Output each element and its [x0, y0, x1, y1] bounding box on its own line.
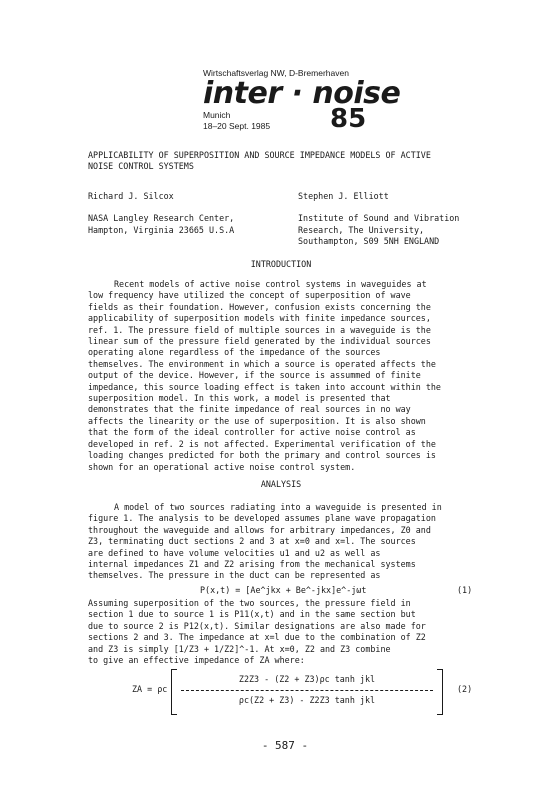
- text-line: linear sum of the pressure field generated by the individual sources: [88, 336, 431, 347]
- conference-location: [203, 104, 373, 138]
- publisher-line: Wirtschaftsverlag NW, D-Bremerhaven: [203, 68, 349, 78]
- text-line: demonstrates that the finite impedance of real sources in no way: [88, 404, 411, 415]
- section-heading-analysis: ANALYSIS: [260, 479, 302, 489]
- conference-city: Munich: [203, 110, 231, 120]
- equation-2-lhs: ZA = ρc: [132, 684, 168, 694]
- fraction-bar: [181, 690, 433, 691]
- analysis-body-b: [88, 598, 476, 666]
- author-name: Stephen J. Elliott: [298, 191, 389, 201]
- introduction-body: [88, 279, 476, 473]
- text-line: are defined to have volume velocities u1 and u2 as well as: [88, 547, 381, 558]
- text-line: output of the device. However, if the source is assummed of finite: [88, 370, 421, 381]
- equation-1-number: (1): [457, 585, 473, 595]
- analysis-body-a: [88, 502, 476, 582]
- title-line: NOISE CONTROL SYSTEMS: [88, 161, 194, 172]
- text-line: loading changes predicted for both the primary and control sources is: [88, 450, 436, 461]
- paper-title: [88, 150, 488, 173]
- text-line: to give an effective impedance of ZA where:: [88, 655, 305, 666]
- text-line: operating alone regardless of the impedance of the sources: [88, 347, 381, 358]
- page-number: - 587 -: [261, 739, 309, 752]
- text-line: due to source 2 is P12(x,t). Similar designations are also made for: [88, 620, 426, 631]
- conference-dates: 18–20 Sept. 1985: [203, 121, 271, 131]
- text-line: low frequency have utilized the concept of superposition of wave: [88, 290, 411, 301]
- text-line: and Z3 is simply [1/Z3 + 1/Z2]^-1. At x=0, Z2 and Z3 combine: [88, 643, 391, 654]
- text-line: themselves. The pressure in the duct can be represented as: [88, 570, 381, 581]
- text-line: fields as their foundation. However, confusion exists concerning the: [88, 301, 431, 312]
- text-line: affects the linearity or the use of superposition. It is also shown: [88, 415, 426, 426]
- author-name: Richard J. Silcox: [88, 191, 174, 201]
- text-line: throughout the waveguide and allows for arbitrary impedances, Z0 and: [88, 524, 431, 535]
- text-line: sections 2 and 3. The impedance at x=l due to the combination of Z2: [88, 632, 426, 643]
- text-line: shown for an operational active noise control system.: [88, 461, 356, 472]
- author-affiliation: Southampton, S09 5NH ENGLAND: [298, 236, 440, 247]
- text-line: themselves. The environment in which a source is operated affects the: [88, 358, 436, 369]
- author-affiliation: Hampton, Virginia 23665 U.S.A: [88, 224, 235, 235]
- text-line: ref. 1. The pressure field of multiple sources in a waveguide is the: [88, 324, 431, 335]
- text-line: applicability of superposition models with finite impedance sources,: [88, 313, 431, 324]
- text-line: A model of two sources radiating into a waveguide is presented in: [114, 502, 442, 512]
- left-bracket: [171, 669, 177, 715]
- section-heading-introduction: INTRODUCTION: [250, 259, 312, 269]
- text-line: Assuming superposition of the two sources, the pressure field in: [88, 598, 411, 608]
- text-line: impedance, this source loading effect is taken into account within the: [88, 381, 441, 392]
- author-elliott: [298, 191, 498, 248]
- title-line: APPLICABILITY OF SUPERPOSITION AND SOURCE IMPEDANCE MODELS OF ACTIVE: [88, 150, 431, 160]
- conference-logo: inter · noise: [203, 76, 401, 111]
- author-affiliation: NASA Langley Research Center,: [88, 213, 235, 224]
- equation-2-number: (2): [457, 684, 473, 694]
- text-line: section 1 due to source 1 is P11(x,t) and in the same section but: [88, 609, 416, 620]
- text-line: that the form of the ideal controller for active noise control as: [88, 427, 416, 438]
- text-line: Z3, terminating duct sections 2 and 3 at x=0 and x=l. The sources: [88, 536, 416, 547]
- text-line: internal impedances Z1 and Z2 arising from the mechanical systems: [88, 559, 416, 570]
- author-silcox: [88, 191, 278, 236]
- text-line: Recent models of active noise control systems in waveguides at: [114, 279, 427, 289]
- text-line: developed in ref. 2 is not affected. Experimental verification of the: [88, 438, 436, 449]
- text-line: superposition model. In this work, a model is presented that: [88, 393, 391, 404]
- equation-1: P(x,t) = [Ae^jkx + Be^-jkx]e^-jωt: [200, 585, 367, 595]
- conference-year: 85: [330, 104, 367, 134]
- author-affiliation: Institute of Sound and Vibration: [298, 213, 460, 224]
- author-affiliation: Research, The University,: [298, 224, 425, 235]
- equation-2-numerator: Z2Z3 - (Z2 + Z3)ρc tanh jkl: [238, 674, 376, 684]
- equation-2-denominator: ρc(Z2 + Z3) - Z2Z3 tanh jkl: [238, 695, 376, 705]
- conference-header: [203, 68, 401, 138]
- right-bracket: [437, 669, 443, 715]
- equation-2-fraction: [171, 669, 443, 713]
- text-line: figure 1. The analysis to be developed assumes plane wave propagation: [88, 513, 436, 524]
